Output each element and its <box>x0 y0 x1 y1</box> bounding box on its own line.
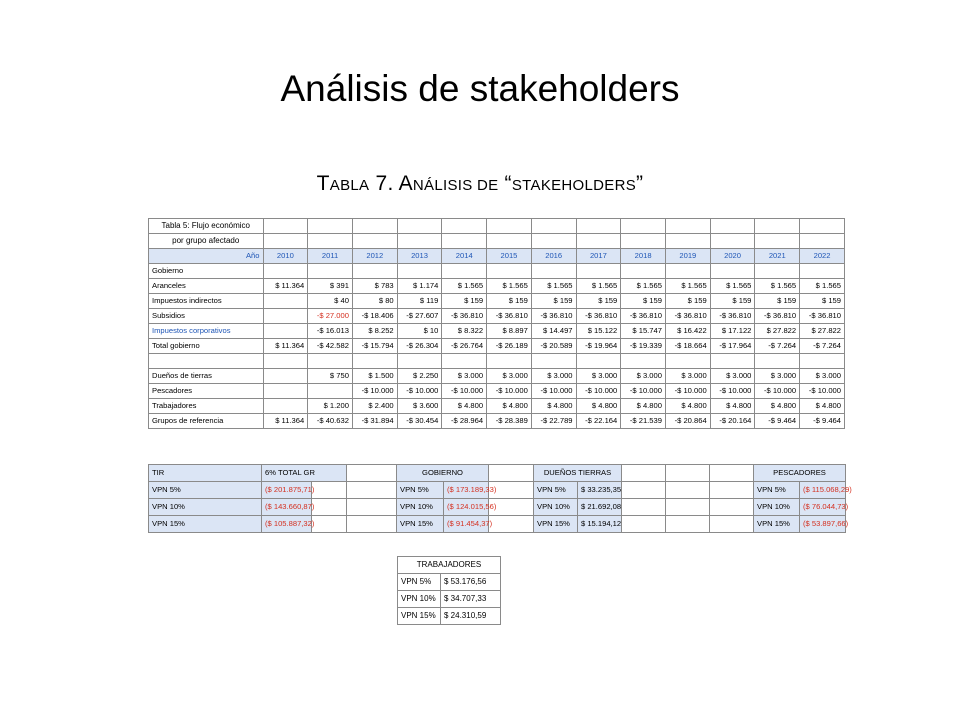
empty-cell <box>666 499 710 516</box>
value-cell: -$ 10.000 <box>576 384 621 399</box>
trabajadores-table <box>397 556 501 625</box>
empty-cell <box>666 482 710 499</box>
tir-label: TIR <box>149 465 262 482</box>
empty-cell <box>800 354 845 369</box>
empty-cell <box>800 264 845 279</box>
empty-cell <box>531 234 576 249</box>
empty-cell <box>308 354 353 369</box>
value-cell: -$ 22.164 <box>576 414 621 429</box>
value-cell: $ 3.000 <box>710 369 755 384</box>
npv-header-row <box>149 465 846 482</box>
blank-row <box>149 354 845 369</box>
npv-total-value: ($ 105.887,32) <box>262 516 312 533</box>
value-cell: -$ 9.464 <box>800 414 845 429</box>
value-cell: $ 1.565 <box>665 279 710 294</box>
npv-table <box>148 464 852 533</box>
empty-cell <box>622 482 666 499</box>
value-cell: -$ 40.632 <box>308 414 353 429</box>
empty-cell <box>710 482 754 499</box>
value-cell: $ 11.364 <box>263 339 308 354</box>
table-row <box>149 279 845 294</box>
year-cell: 2014 <box>442 249 487 264</box>
value-cell: -$ 36.810 <box>576 309 621 324</box>
value-cell: $ 159 <box>710 294 755 309</box>
value-cell: -$ 7.264 <box>800 339 845 354</box>
empty-cell <box>442 354 487 369</box>
empty-cell <box>352 219 397 234</box>
section-row <box>149 264 845 279</box>
empty-cell <box>312 482 347 499</box>
value-cell: $ 17.122 <box>710 324 755 339</box>
npv-label: VPN 10% <box>534 499 578 516</box>
value-cell: -$ 42.582 <box>308 339 353 354</box>
year-cell: 2011 <box>308 249 353 264</box>
npv-total-value: ($ 143.660,87) <box>262 499 312 516</box>
row-label: Dueños de tierras <box>149 369 264 384</box>
value-cell: $ 159 <box>665 294 710 309</box>
npv-pescadores-value: ($ 53.897,66) <box>800 516 846 533</box>
npv-duenos-value: $ 33.235,35 <box>578 482 622 499</box>
value-cell: $ 1.174 <box>397 279 442 294</box>
empty-cell <box>149 354 264 369</box>
empty-cell <box>352 234 397 249</box>
row-label: Grupos de referencia <box>149 414 264 429</box>
value-cell <box>263 294 308 309</box>
table-title: por grupo afectado <box>149 234 264 249</box>
empty-cell <box>487 354 532 369</box>
empty-cell <box>710 234 755 249</box>
empty-cell <box>755 219 800 234</box>
caption-part: ” <box>636 172 644 195</box>
empty-cell <box>710 499 754 516</box>
group-header-duenos: DUEÑOS TIERRAS <box>534 465 622 482</box>
npv-pescadores-value: ($ 115.068,29) <box>800 482 846 499</box>
table-title: Tabla 5: Flujo económico <box>149 219 264 234</box>
trabajadores-row <box>398 591 501 608</box>
empty-cell <box>312 499 347 516</box>
value-cell: -$ 20.164 <box>710 414 755 429</box>
value-cell <box>263 369 308 384</box>
npv-label: VPN 10% <box>149 499 262 516</box>
value-cell: $ 15.122 <box>576 324 621 339</box>
empty-cell <box>347 482 397 499</box>
value-cell: -$ 36.810 <box>442 309 487 324</box>
value-cell: $ 10 <box>397 324 442 339</box>
npv-total-value: ($ 201.875,71) <box>262 482 312 499</box>
value-cell: $ 1.565 <box>531 279 576 294</box>
value-cell: $ 1.565 <box>755 279 800 294</box>
value-cell: $ 159 <box>442 294 487 309</box>
empty-cell <box>666 516 710 533</box>
value-cell: $ 119 <box>397 294 442 309</box>
empty-cell <box>263 264 308 279</box>
value-cell: $ 11.364 <box>263 414 308 429</box>
value-cell: $ 159 <box>531 294 576 309</box>
value-cell: -$ 10.000 <box>487 384 532 399</box>
empty-cell <box>487 234 532 249</box>
table-row <box>149 324 845 339</box>
value-cell: $ 80 <box>352 294 397 309</box>
row-label: Subsidios <box>149 309 264 324</box>
empty-cell <box>576 354 621 369</box>
value-cell: -$ 28.389 <box>487 414 532 429</box>
value-cell: -$ 10.000 <box>800 384 845 399</box>
value-cell <box>263 324 308 339</box>
value-cell: -$ 18.664 <box>665 339 710 354</box>
empty-cell <box>576 234 621 249</box>
value-cell: $ 3.000 <box>531 369 576 384</box>
year-cell: 2017 <box>576 249 621 264</box>
value-cell: $ 3.000 <box>665 369 710 384</box>
table-row <box>149 384 845 399</box>
caption-part: 7. A <box>369 172 413 195</box>
empty-cell <box>622 499 666 516</box>
empty-cell <box>665 234 710 249</box>
value-cell: $ 2.250 <box>397 369 442 384</box>
value-cell: $ 750 <box>308 369 353 384</box>
value-cell: $ 3.000 <box>487 369 532 384</box>
tir-value: 6% TOTAL GR <box>262 465 347 482</box>
empty-cell <box>347 516 397 533</box>
empty-cell <box>263 219 308 234</box>
empty-cell <box>347 465 397 482</box>
value-cell <box>263 384 308 399</box>
npv-trabajadores-value: $ 24.310,59 <box>441 608 501 625</box>
value-cell: -$ 7.264 <box>755 339 800 354</box>
value-cell: $ 1.565 <box>621 279 666 294</box>
empty-cell <box>347 499 397 516</box>
empty-cell <box>531 354 576 369</box>
year-cell: 2015 <box>487 249 532 264</box>
empty-cell <box>621 234 666 249</box>
year-cell: 2018 <box>621 249 666 264</box>
value-cell: $ 4.800 <box>531 399 576 414</box>
value-cell: $ 4.800 <box>487 399 532 414</box>
value-cell: $ 4.800 <box>621 399 666 414</box>
empty-cell <box>800 234 845 249</box>
empty-cell <box>487 264 532 279</box>
caption-part: ABLA <box>329 177 370 194</box>
value-cell: -$ 10.000 <box>755 384 800 399</box>
empty-cell <box>397 234 442 249</box>
empty-cell <box>442 234 487 249</box>
empty-cell <box>397 264 442 279</box>
npv-row <box>149 499 846 516</box>
npv-duenos-value: $ 21.692,08 <box>578 499 622 516</box>
value-cell: -$ 27.000 <box>308 309 353 324</box>
group-header-gobierno: GOBIERNO <box>397 465 489 482</box>
empty-cell <box>308 234 353 249</box>
value-cell: -$ 10.000 <box>352 384 397 399</box>
npv-label: VPN 5% <box>149 482 262 499</box>
npv-label: VPN 15% <box>754 516 800 533</box>
value-cell: $ 11.364 <box>263 279 308 294</box>
value-cell: $ 159 <box>621 294 666 309</box>
empty-cell <box>576 219 621 234</box>
npv-label: VPN 10% <box>754 499 800 516</box>
value-cell: -$ 10.000 <box>621 384 666 399</box>
empty-cell <box>710 219 755 234</box>
year-cell: 2012 <box>352 249 397 264</box>
empty-cell <box>442 264 487 279</box>
value-cell: -$ 36.810 <box>755 309 800 324</box>
value-cell: $ 8.897 <box>487 324 532 339</box>
npv-label: VPN 15% <box>397 516 444 533</box>
empty-cell <box>352 354 397 369</box>
value-cell: $ 3.600 <box>397 399 442 414</box>
table-row <box>149 339 845 354</box>
empty-cell <box>622 516 666 533</box>
npv-label: VPN 5% <box>754 482 800 499</box>
value-cell: $ 16.422 <box>665 324 710 339</box>
year-cell: 2016 <box>531 249 576 264</box>
value-cell: $ 8.322 <box>442 324 487 339</box>
value-cell <box>263 399 308 414</box>
value-cell: -$ 10.000 <box>710 384 755 399</box>
year-cell: 2022 <box>800 249 845 264</box>
npv-gobierno-value: ($ 91.454,37) <box>444 516 489 533</box>
value-cell: -$ 9.464 <box>755 414 800 429</box>
group-header-pescadores: PESCADORES <box>754 465 846 482</box>
value-cell: $ 1.565 <box>576 279 621 294</box>
npv-gobierno-value: ($ 124.015,56) <box>444 499 489 516</box>
value-cell: -$ 10.000 <box>665 384 710 399</box>
value-cell <box>308 384 353 399</box>
trabajadores-header-row <box>398 557 501 574</box>
empty-cell <box>621 264 666 279</box>
value-cell: $ 8.252 <box>352 324 397 339</box>
caption-part: “ <box>498 172 512 195</box>
value-cell: $ 3.000 <box>442 369 487 384</box>
value-cell: -$ 36.810 <box>710 309 755 324</box>
value-cell: $ 159 <box>800 294 845 309</box>
empty-cell <box>442 219 487 234</box>
npv-trabajadores-value: $ 53.176,56 <box>441 574 501 591</box>
value-cell: -$ 26.764 <box>442 339 487 354</box>
npv-label: VPN 15% <box>398 608 441 625</box>
npv-label: VPN 10% <box>398 591 441 608</box>
npv-label: VPN 10% <box>397 499 444 516</box>
row-label: Trabajadores <box>149 399 264 414</box>
row-label: Aranceles <box>149 279 264 294</box>
empty-cell <box>800 219 845 234</box>
year-cell: 2013 <box>397 249 442 264</box>
value-cell: -$ 30.454 <box>397 414 442 429</box>
npv-duenos-value: $ 15.194,12 <box>578 516 622 533</box>
npv-pescadores-value: ($ 76.044,73) <box>800 499 846 516</box>
empty-cell <box>621 354 666 369</box>
trabajadores-table-body <box>398 557 501 625</box>
empty-cell <box>755 354 800 369</box>
value-cell: $ 783 <box>352 279 397 294</box>
empty-cell <box>263 354 308 369</box>
value-cell: -$ 20.864 <box>665 414 710 429</box>
value-cell: $ 1.500 <box>352 369 397 384</box>
value-cell: $ 1.565 <box>487 279 532 294</box>
row-label: Impuestos corporativos <box>149 324 264 339</box>
npv-label: VPN 15% <box>534 516 578 533</box>
year-cell: 2019 <box>665 249 710 264</box>
empty-cell <box>755 234 800 249</box>
year-cell: 2010 <box>263 249 308 264</box>
empty-cell <box>397 219 442 234</box>
value-cell: $ 391 <box>308 279 353 294</box>
value-cell: $ 4.800 <box>755 399 800 414</box>
value-cell: -$ 18.406 <box>352 309 397 324</box>
year-cell: 2021 <box>755 249 800 264</box>
row-label: Impuestos indirectos <box>149 294 264 309</box>
value-cell: -$ 22.789 <box>531 414 576 429</box>
table-row <box>149 309 845 324</box>
row-label: Pescadores <box>149 384 264 399</box>
empty-cell <box>308 264 353 279</box>
empty-cell <box>576 264 621 279</box>
trabajadores-row <box>398 574 501 591</box>
value-cell: -$ 26.189 <box>487 339 532 354</box>
value-cell: $ 1.565 <box>800 279 845 294</box>
value-cell: -$ 36.810 <box>665 309 710 324</box>
value-cell: -$ 10.000 <box>531 384 576 399</box>
value-cell: $ 40 <box>308 294 353 309</box>
empty-cell <box>710 465 754 482</box>
empty-cell <box>622 465 666 482</box>
value-cell: $ 1.565 <box>710 279 755 294</box>
value-cell: -$ 28.964 <box>442 414 487 429</box>
value-cell: -$ 20.589 <box>531 339 576 354</box>
empty-cell <box>489 465 534 482</box>
empty-cell <box>621 219 666 234</box>
table-row <box>149 369 845 384</box>
section-label: Gobierno <box>149 264 264 279</box>
value-cell: -$ 10.000 <box>397 384 442 399</box>
empty-cell <box>397 354 442 369</box>
value-cell: $ 3.000 <box>800 369 845 384</box>
value-cell <box>263 309 308 324</box>
value-cell: $ 27.822 <box>755 324 800 339</box>
npv-trabajadores-value: $ 34.707,33 <box>441 591 501 608</box>
empty-cell <box>665 219 710 234</box>
table-title-row <box>149 219 845 234</box>
empty-cell <box>312 516 347 533</box>
row-label: Total gobierno <box>149 339 264 354</box>
value-cell: -$ 15.794 <box>352 339 397 354</box>
trabajadores-row <box>398 608 501 625</box>
value-cell: -$ 36.810 <box>621 309 666 324</box>
value-cell: $ 3.000 <box>755 369 800 384</box>
value-cell: $ 4.800 <box>665 399 710 414</box>
npv-label: VPN 5% <box>397 482 444 499</box>
empty-cell <box>710 516 754 533</box>
value-cell: $ 14.497 <box>531 324 576 339</box>
npv-label: VPN 15% <box>149 516 262 533</box>
year-header-row <box>149 249 845 264</box>
value-cell: -$ 36.810 <box>487 309 532 324</box>
npv-gobierno-value: ($ 173.189,33) <box>444 482 489 499</box>
empty-cell <box>531 219 576 234</box>
value-cell: -$ 10.000 <box>442 384 487 399</box>
value-cell: $ 3.000 <box>576 369 621 384</box>
value-cell: -$ 19.964 <box>576 339 621 354</box>
table-row <box>149 414 845 429</box>
empty-cell <box>665 264 710 279</box>
caption-part: NÁLISIS DE <box>412 177 499 194</box>
value-cell: $ 15.747 <box>621 324 666 339</box>
value-cell: $ 2.400 <box>352 399 397 414</box>
empty-cell <box>710 354 755 369</box>
table-caption <box>0 172 960 196</box>
npv-label: VPN 5% <box>398 574 441 591</box>
empty-cell <box>487 219 532 234</box>
empty-cell <box>531 264 576 279</box>
empty-cell <box>352 264 397 279</box>
value-cell: -$ 31.894 <box>352 414 397 429</box>
table-row <box>149 294 845 309</box>
npv-table-body <box>149 465 852 533</box>
value-cell: $ 1.565 <box>442 279 487 294</box>
npv-label: VPN 5% <box>534 482 578 499</box>
value-cell: $ 4.800 <box>576 399 621 414</box>
empty-cell <box>666 465 710 482</box>
slide-title: Análisis de stakeholders <box>280 68 680 109</box>
value-cell: $ 4.800 <box>442 399 487 414</box>
value-cell: $ 1.200 <box>308 399 353 414</box>
empty-cell <box>308 219 353 234</box>
value-cell: -$ 36.810 <box>800 309 845 324</box>
value-cell: $ 4.800 <box>800 399 845 414</box>
year-cell: 2020 <box>710 249 755 264</box>
table-title-row <box>149 234 845 249</box>
value-cell: $ 3.000 <box>621 369 666 384</box>
npv-row <box>149 516 846 533</box>
empty-cell <box>710 264 755 279</box>
value-cell: -$ 17.964 <box>710 339 755 354</box>
value-cell: $ 27.822 <box>800 324 845 339</box>
trabajadores-header: TRABAJADORES <box>398 557 501 574</box>
value-cell: $ 159 <box>487 294 532 309</box>
value-cell: -$ 26.304 <box>397 339 442 354</box>
caption-part: STAKEHOLDERS <box>511 177 637 194</box>
value-cell: $ 4.800 <box>710 399 755 414</box>
value-cell: -$ 16.013 <box>308 324 353 339</box>
value-cell: -$ 27.607 <box>397 309 442 324</box>
empty-cell <box>263 234 308 249</box>
value-cell: $ 159 <box>576 294 621 309</box>
caption-part: T <box>316 172 330 195</box>
value-cell: -$ 36.810 <box>531 309 576 324</box>
empty-cell <box>665 354 710 369</box>
value-cell: -$ 21.539 <box>621 414 666 429</box>
flow-table <box>148 218 845 429</box>
value-cell: $ 159 <box>755 294 800 309</box>
empty-cell <box>489 516 534 533</box>
year-label: Año <box>149 249 264 264</box>
flow-table-body <box>149 219 845 429</box>
empty-cell <box>755 264 800 279</box>
npv-row <box>149 482 846 499</box>
value-cell: -$ 19.339 <box>621 339 666 354</box>
table-row <box>149 399 845 414</box>
